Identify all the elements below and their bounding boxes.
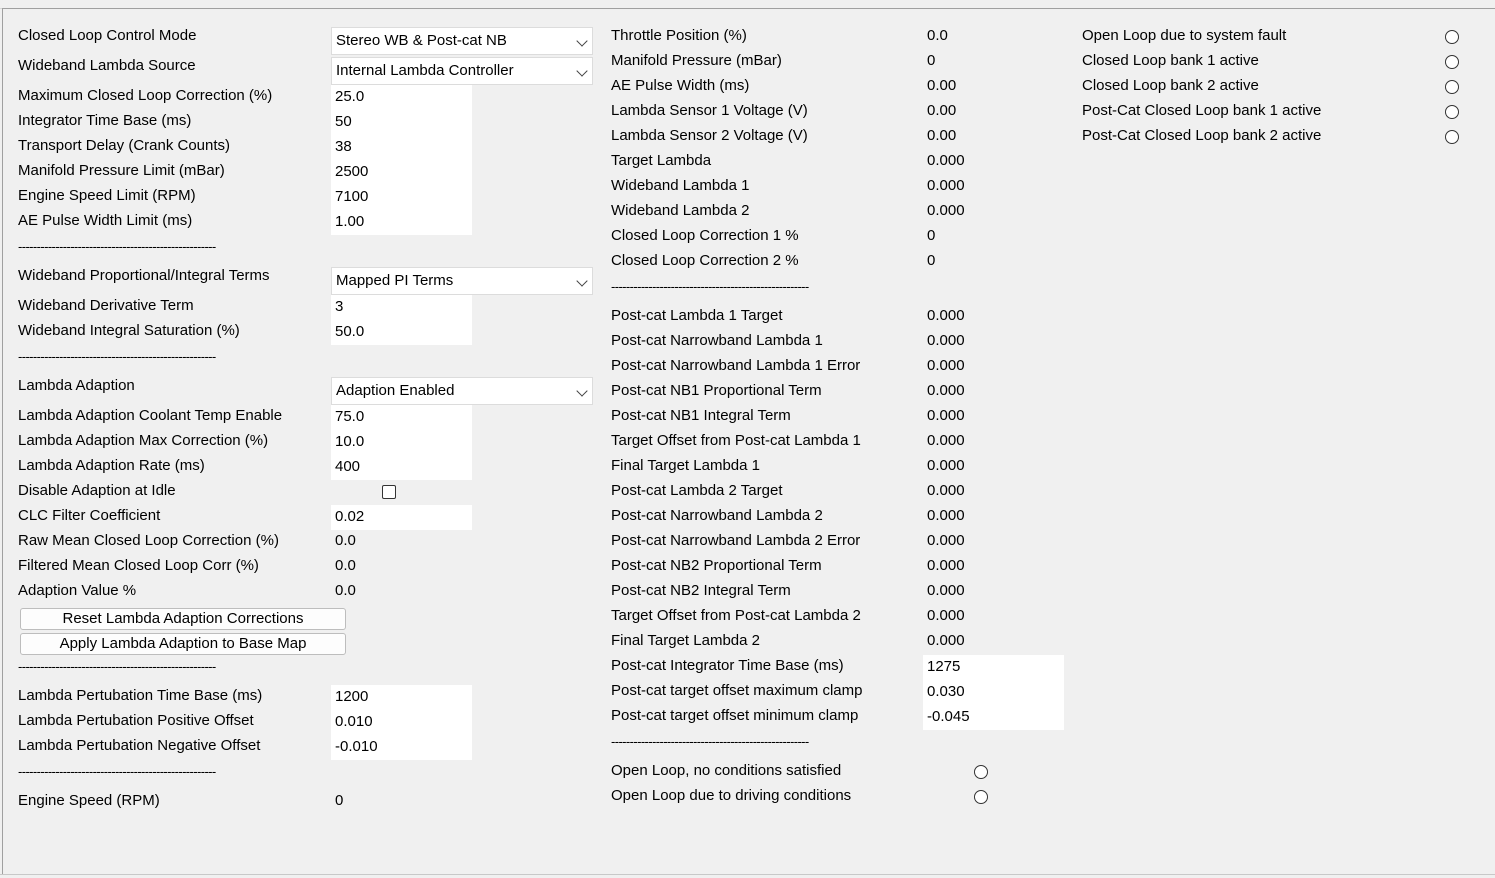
readout-label: Final Target Lambda 1 <box>611 457 760 474</box>
readout-value: 0.000 <box>927 177 965 194</box>
param-label: AE Pulse Width Limit (ms) <box>18 212 193 229</box>
clc-filter-input[interactable]: 0.02 <box>335 508 365 525</box>
status-indicator <box>1445 30 1459 44</box>
window-bottom-edge <box>0 874 1495 878</box>
param-input[interactable]: 50.0 <box>335 323 365 340</box>
param-label: Wideband Integral Saturation (%) <box>18 322 240 339</box>
readout-label: Post-cat Narrowband Lambda 2 Error <box>611 532 861 549</box>
readout-value: 0 <box>927 52 936 69</box>
param-label: Post-cat target offset minimum clamp <box>611 707 859 724</box>
readout-value: 0.000 <box>927 457 965 474</box>
readout-label: Closed Loop Correction 1 % <box>611 227 799 244</box>
readout-label: Throttle Position (%) <box>611 27 747 44</box>
wb-pi-terms-value: Mapped PI Terms <box>336 272 454 289</box>
status-label: Open Loop, no conditions satisfied <box>611 762 842 779</box>
readout-label: Post-cat NB1 Proportional Term <box>611 382 822 399</box>
readout-label: Manifold Pressure (mBar) <box>611 52 782 69</box>
param-label: Lambda Adaption Max Correction (%) <box>18 432 269 449</box>
readout-label: Adaption Value % <box>18 582 137 599</box>
separator: ----------------------------------------------------- <box>18 349 216 364</box>
separator: ----------------------------------------------------- <box>18 659 216 674</box>
wb-pi-terms-label: Wideband Proportional/Integral Terms <box>18 267 270 284</box>
param-label: Lambda Pertubation Time Base (ms) <box>18 687 263 704</box>
param-label: Maximum Closed Loop Correction (%) <box>18 87 273 104</box>
status-label: Open Loop due to driving conditions <box>611 787 852 804</box>
param-input[interactable]: 0.030 <box>927 683 965 700</box>
readout-value: 0.000 <box>927 357 965 374</box>
param-input[interactable]: 10.0 <box>335 433 365 450</box>
readout-value: 0.000 <box>927 507 965 524</box>
readout-label: Target Lambda <box>611 152 712 169</box>
readout-value: 0.000 <box>927 582 965 599</box>
engine-speed-value: 0 <box>335 792 344 809</box>
readout-label: Filtered Mean Closed Loop Corr (%) <box>18 557 259 574</box>
readout-label: Final Target Lambda 2 <box>611 632 760 649</box>
readout-value: 0.000 <box>927 407 965 424</box>
lambda-adaption-select[interactable] <box>331 377 593 405</box>
param-input[interactable]: 1200 <box>335 688 369 705</box>
readout-label: Post-cat NB2 Proportional Term <box>611 557 822 574</box>
param-label: Manifold Pressure Limit (mBar) <box>18 162 225 179</box>
param-label: Wideband Derivative Term <box>18 297 194 314</box>
param-label: Post-cat Integrator Time Base (ms) <box>611 657 844 674</box>
readout-value: 0.0 <box>335 557 356 574</box>
readout-value: 0.000 <box>927 532 965 549</box>
param-input[interactable]: 25.0 <box>335 88 365 105</box>
status-indicator <box>1445 55 1459 69</box>
readout-label: Wideband Lambda 2 <box>611 202 750 219</box>
param-input[interactable]: 7100 <box>335 188 369 205</box>
closed-loop-mode-label: Closed Loop Control Mode <box>18 27 197 44</box>
status-label: Closed Loop bank 2 active <box>1082 77 1259 94</box>
readout-value: 0.00 <box>927 77 957 94</box>
readout-label: Post-cat Lambda 2 Target <box>611 482 783 499</box>
readout-value: 0.000 <box>927 557 965 574</box>
separator: ----------------------------------------------------- <box>611 279 809 294</box>
readout-value: 0.000 <box>927 432 965 449</box>
readout-value: 0.000 <box>927 332 965 349</box>
reset-adaption-button[interactable]: Reset Lambda Adaption Corrections <box>20 608 346 630</box>
param-input[interactable]: 38 <box>335 138 352 155</box>
chevron-down-icon <box>576 65 587 76</box>
param-input[interactable]: 1275 <box>927 658 961 675</box>
closed-loop-mode-value: Stereo WB & Post-cat NB <box>336 32 507 49</box>
chevron-down-icon <box>576 385 587 396</box>
status-indicator <box>974 765 988 779</box>
readout-label: Post-cat NB2 Integral Term <box>611 582 791 599</box>
readout-label: Post-cat Lambda 1 Target <box>611 307 783 324</box>
readout-value: 0.00 <box>927 102 957 119</box>
param-input[interactable]: 1.00 <box>335 213 365 230</box>
status-indicator <box>1445 80 1459 94</box>
wb-pi-terms-select[interactable] <box>331 267 593 295</box>
param-input[interactable]: 400 <box>335 458 361 475</box>
readout-value: 0.0 <box>335 582 356 599</box>
readout-label: Lambda Sensor 2 Voltage (V) <box>611 127 808 144</box>
chevron-down-icon <box>576 35 587 46</box>
separator: ----------------------------------------------------- <box>611 734 809 749</box>
readout-label: AE Pulse Width (ms) <box>611 77 750 94</box>
status-label: Post-Cat Closed Loop bank 1 active <box>1082 102 1322 119</box>
lambda-adaption-label: Lambda Adaption <box>18 377 135 394</box>
param-input[interactable]: 0.010 <box>335 713 373 730</box>
readout-label: Target Offset from Post-cat Lambda 2 <box>611 607 861 624</box>
param-label: Lambda Adaption Coolant Temp Enable <box>18 407 283 424</box>
param-label: Post-cat target offset maximum clamp <box>611 682 863 699</box>
readout-value: 0.00 <box>927 127 957 144</box>
status-indicator <box>1445 105 1459 119</box>
param-label: Lambda Pertubation Negative Offset <box>18 737 261 754</box>
status-label: Open Loop due to system fault <box>1082 27 1287 44</box>
param-input[interactable]: -0.045 <box>927 708 970 725</box>
readout-value: 0.000 <box>927 202 965 219</box>
param-label: Lambda Pertubation Positive Offset <box>18 712 254 729</box>
readout-value: 0 <box>927 227 936 244</box>
readout-label: Post-cat NB1 Integral Term <box>611 407 791 424</box>
separator: ----------------------------------------------------- <box>18 764 216 779</box>
param-input[interactable]: 2500 <box>335 163 369 180</box>
readout-label: Lambda Sensor 1 Voltage (V) <box>611 102 808 119</box>
separator: ----------------------------------------------------- <box>18 239 216 254</box>
readout-label: Wideband Lambda 1 <box>611 177 750 194</box>
param-label: Engine Speed Limit (RPM) <box>18 187 196 204</box>
closed-loop-mode-select[interactable] <box>331 27 593 55</box>
readout-value: 0.000 <box>927 152 965 169</box>
chevron-down-icon <box>576 275 587 286</box>
readout-value: 0.000 <box>927 632 965 649</box>
readout-label: Closed Loop Correction 2 % <box>611 252 799 269</box>
param-label: Lambda Adaption Rate (ms) <box>18 457 205 474</box>
engine-speed-label: Engine Speed (RPM) <box>18 792 160 809</box>
param-input[interactable]: -0.010 <box>335 738 378 755</box>
clc-filter-label: CLC Filter Coefficient <box>18 507 161 524</box>
disable-idle-checkbox[interactable] <box>382 485 396 499</box>
status-indicator <box>1445 130 1459 144</box>
param-label: Transport Delay (Crank Counts) <box>18 137 231 154</box>
readout-value: 0.000 <box>927 382 965 399</box>
status-label: Closed Loop bank 1 active <box>1082 52 1259 69</box>
lambda-adaption-value: Adaption Enabled <box>336 382 455 399</box>
wideband-source-select[interactable] <box>331 57 593 85</box>
readout-label: Post-cat Narrowband Lambda 1 Error <box>611 357 861 374</box>
readout-value: 0.000 <box>927 482 965 499</box>
readout-value: 0.000 <box>927 307 965 324</box>
wideband-source-value: Internal Lambda Controller <box>336 62 514 79</box>
readout-value: 0 <box>927 252 936 269</box>
wideband-source-label: Wideband Lambda Source <box>18 57 196 74</box>
disable-idle-label: Disable Adaption at Idle <box>18 482 176 499</box>
readout-label: Post-cat Narrowband Lambda 2 <box>611 507 823 524</box>
status-label: Post-Cat Closed Loop bank 2 active <box>1082 127 1322 144</box>
status-indicator <box>974 790 988 804</box>
readout-value: 0.0 <box>927 27 948 44</box>
readout-label: Post-cat Narrowband Lambda 1 <box>611 332 823 349</box>
param-input[interactable]: 3 <box>335 298 344 315</box>
param-label: Integrator Time Base (ms) <box>18 112 192 129</box>
param-input[interactable]: 75.0 <box>335 408 365 425</box>
param-input[interactable]: 50 <box>335 113 352 130</box>
apply-adaption-button[interactable]: Apply Lambda Adaption to Base Map <box>20 633 346 655</box>
readout-label: Target Offset from Post-cat Lambda 1 <box>611 432 861 449</box>
readout-label: Raw Mean Closed Loop Correction (%) <box>18 532 279 549</box>
readout-value: 0.0 <box>335 532 356 549</box>
readout-value: 0.000 <box>927 607 965 624</box>
